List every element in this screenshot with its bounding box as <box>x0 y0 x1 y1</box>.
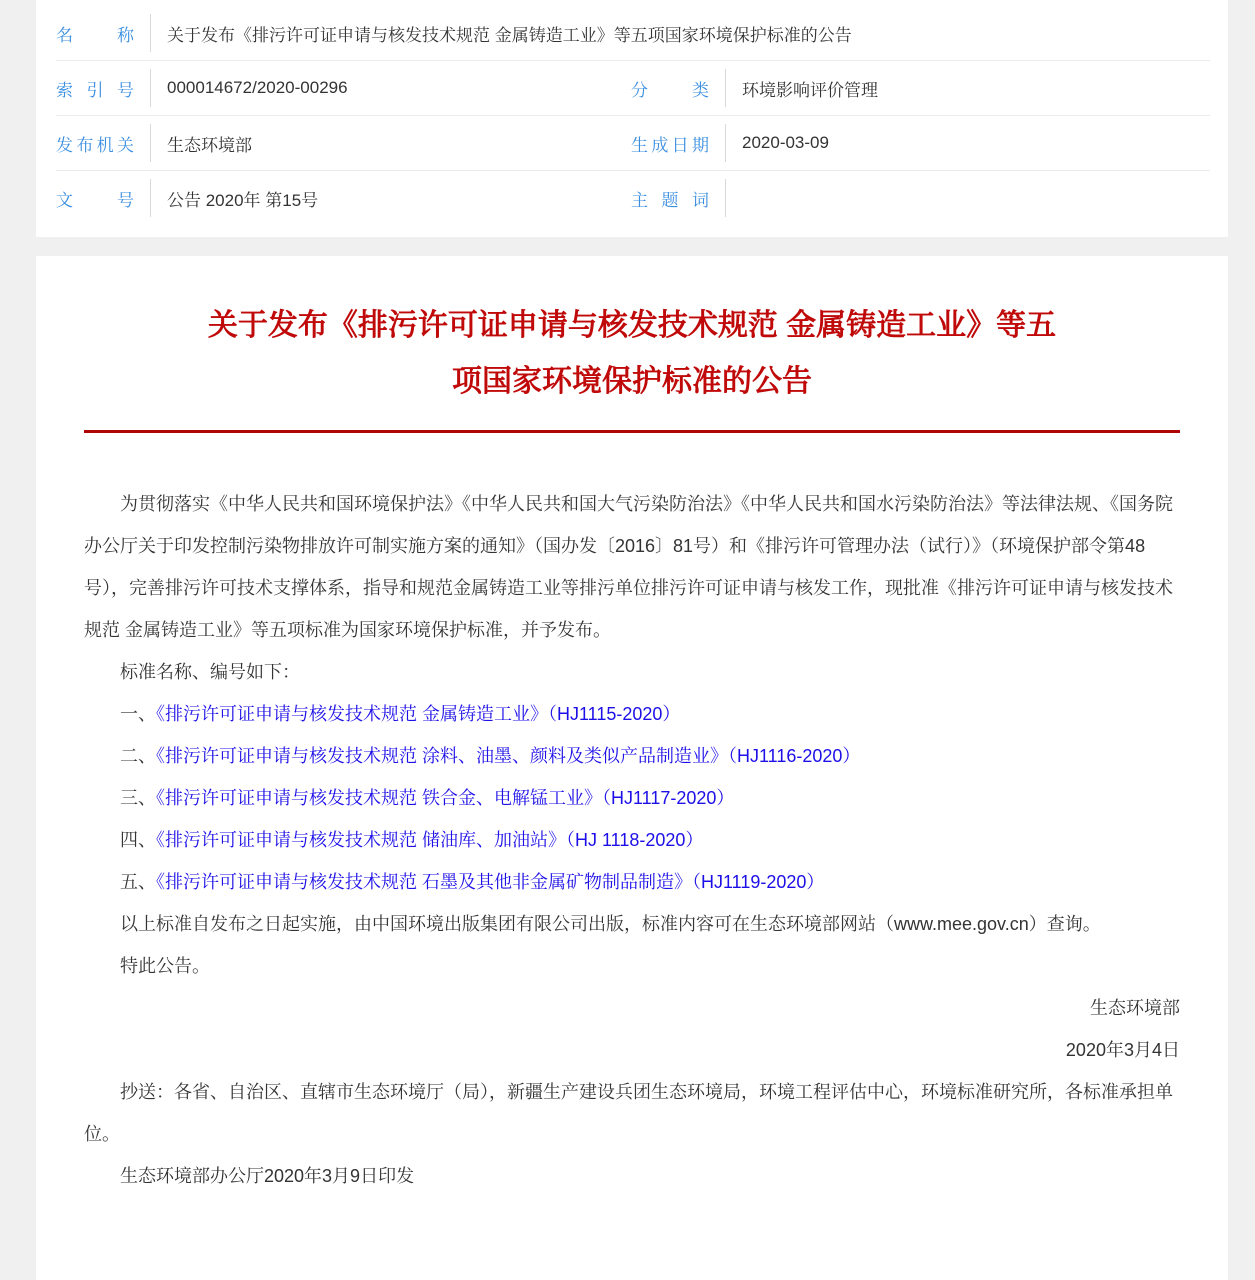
vertical-divider <box>150 69 151 107</box>
implementation-paragraph: 以上标准自发布之日起实施，由中国环境出版集团有限公司出版，标准内容可在生态环境部网站（www.mee.gov.cn）查询。 <box>120 914 1101 934</box>
meta-value-gen-date: 2020-03-09 <box>742 133 829 152</box>
signature-date: 2020年3月4日 <box>1065 1040 1180 1060</box>
announcement-document-card <box>36 256 1228 1280</box>
standard-item-number: 五、 <box>120 872 156 892</box>
document-title-line1: 关于发布《排污许可证申请与核发技术规范 金属铸造工业》等五 <box>207 309 1057 342</box>
document-title <box>84 298 1180 410</box>
meta-label-category: 分类 <box>631 80 709 100</box>
meta-info-card <box>36 0 1228 237</box>
vertical-divider <box>150 124 151 162</box>
meta-row-docno-keywords <box>56 171 1210 225</box>
signer-name: 生态环境部 <box>1090 998 1180 1018</box>
vertical-divider <box>150 14 151 52</box>
standard-link-hj1119[interactable]: 《排污许可证申请与核发技术规范 石墨及其他非金属矿物制品制造》（HJ1119-2020） <box>156 872 825 892</box>
meta-value-issuer: 生态环境部 <box>167 135 252 155</box>
vertical-divider <box>725 179 726 217</box>
vertical-divider <box>725 69 726 107</box>
document-title-line2: 项国家环境保护标准的公告 <box>452 365 812 398</box>
standard-link-hj1116[interactable]: 《排污许可证申请与核发技术规范 涂料、油墨、颜料及类似产品制造业》（HJ1116-2020） <box>156 746 861 766</box>
meta-label-doc-no: 文号 <box>56 190 134 210</box>
vertical-divider <box>725 124 726 162</box>
meta-label-issuer: 发布机关 <box>56 135 134 155</box>
meta-row-index-category <box>56 61 1210 116</box>
meta-row-issuer-date <box>56 116 1210 171</box>
standard-item-1 <box>84 693 1180 735</box>
standard-item-3 <box>84 777 1180 819</box>
standard-item-number: 四、 <box>120 830 156 850</box>
meta-value-category: 环境影响评价管理 <box>742 80 878 100</box>
standard-link-hj1115[interactable]: 《排污许可证申请与核发技术规范 金属铸造工业》（HJ1115-2020） <box>156 704 681 724</box>
standard-link-hj1117[interactable]: 《排污许可证申请与核发技术规范 铁合金、电解锰工业》（HJ1117-2020） <box>156 788 735 808</box>
standard-item-number: 二、 <box>120 746 156 766</box>
standard-link-hj1118[interactable]: 《排污许可证申请与核发技术规范 储油库、加油站》（HJ 1118-2020） <box>156 830 704 850</box>
intro-paragraph: 为贯彻落实《中华人民共和国环境保护法》《中华人民共和国大气污染防治法》《中华人民共和国水污染防治法》等法律法规、《国务院办公厅关于印发控制污染物排放许可制实施方案的通知》（国办发〔2016〕81号）和《排污许可管理办法（试行）》（环境保护部令第48号），完善排污许可技术支撑体系，指导和规范金属铸造工业等排污单位排污许可证申请与核发工作，现批准《排污许可证申请与核发技术规范 金属铸造工业》等五项标准为国家环境保护标准，并予发布。 <box>84 494 1173 640</box>
cc-note: 抄送：各省、自治区、直辖市生态环境厅（局），新疆生产建设兵团生态环境局，环境工程评估中心，环境标准研究所，各标准承担单位。 <box>84 1082 1173 1144</box>
standard-item-4 <box>84 819 1180 861</box>
list-intro-paragraph: 标准名称、编号如下： <box>120 662 300 682</box>
standard-item-number: 一、 <box>120 704 156 724</box>
meta-value-index: 000014672/2020-00296 <box>167 78 348 97</box>
signature-block <box>84 987 1180 1071</box>
meta-row-name <box>56 6 1210 61</box>
meta-label-gen-date: 生成日期 <box>631 135 709 155</box>
meta-label-keywords: 主题词 <box>631 190 709 210</box>
meta-label-name: 名称 <box>56 25 134 45</box>
closing-paragraph: 特此公告。 <box>120 956 210 976</box>
meta-label-index: 索引号 <box>56 80 134 100</box>
standard-item-number: 三、 <box>120 788 156 808</box>
meta-value-name: 关于发布《排污许可证申请与核发技术规范 金属铸造工业》等五项国家环境保护标准的公告 <box>167 25 852 45</box>
vertical-divider <box>150 179 151 217</box>
standard-item-2 <box>84 735 1180 777</box>
red-divider-rule <box>84 430 1180 433</box>
standard-item-5 <box>84 861 1180 903</box>
document-body <box>84 483 1180 1197</box>
meta-value-doc-no: 公告 2020年 第15号 <box>167 190 319 210</box>
print-note: 生态环境部办公厅2020年3月9日印发 <box>120 1166 415 1186</box>
